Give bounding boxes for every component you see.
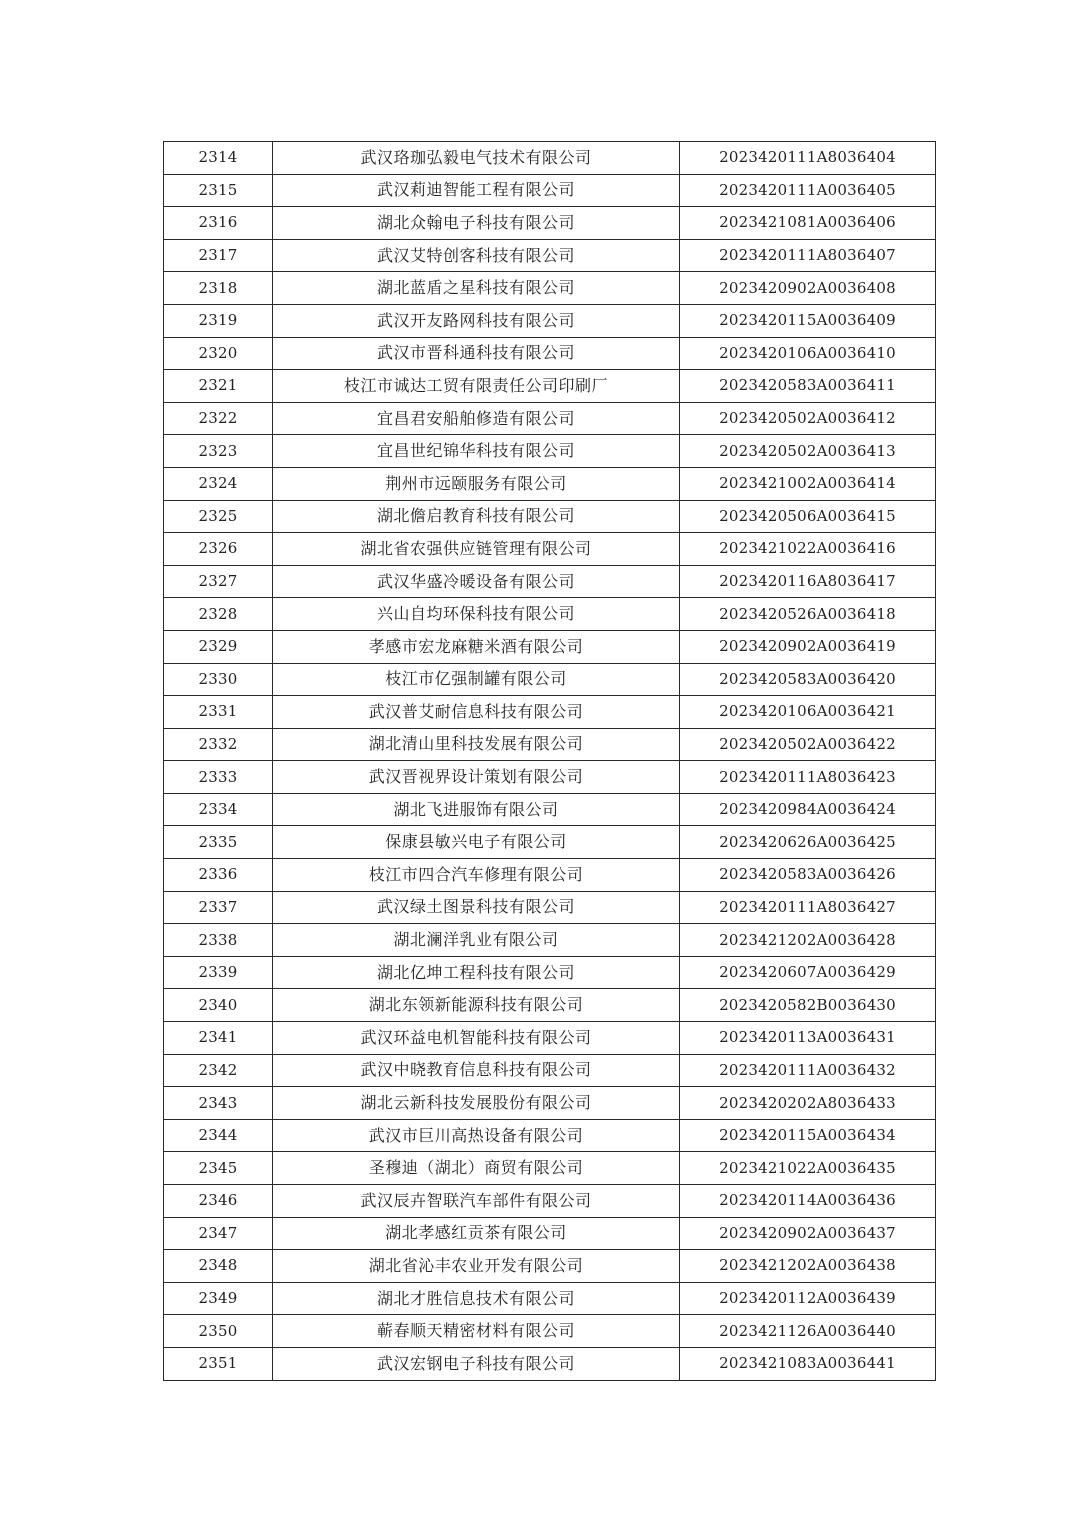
table-row <box>164 370 936 403</box>
registration-code-cell: 2023420115A0036434 <box>680 1119 936 1152</box>
row-number-cell: 2343 <box>164 1087 273 1120</box>
table-row <box>164 793 936 826</box>
table-row <box>164 500 936 533</box>
table-row <box>164 565 936 598</box>
company-name-cell: 武汉珞珈弘毅电气技术有限公司 <box>273 142 680 175</box>
row-number-cell: 2323 <box>164 435 273 468</box>
row-number-cell: 2319 <box>164 304 273 337</box>
row-number-cell: 2314 <box>164 142 273 175</box>
row-number-cell: 2330 <box>164 663 273 696</box>
company-name-cell: 武汉环益电机智能科技有限公司 <box>273 1022 680 1055</box>
row-number-cell: 2324 <box>164 467 273 500</box>
row-number-cell: 2342 <box>164 1054 273 1087</box>
company-name-cell: 武汉华盛冷暖设备有限公司 <box>273 565 680 598</box>
registration-code-cell: 2023421202A0036428 <box>680 924 936 957</box>
table-row <box>164 272 936 305</box>
company-name-cell: 湖北亿坤工程科技有限公司 <box>273 956 680 989</box>
table-row <box>164 1315 936 1348</box>
table-row <box>164 1087 936 1120</box>
company-name-cell: 孝感市宏龙麻糖米酒有限公司 <box>273 630 680 663</box>
registration-code-cell: 2023420984A0036424 <box>680 793 936 826</box>
table-row <box>164 142 936 175</box>
company-name-cell: 宜昌世纪锦华科技有限公司 <box>273 435 680 468</box>
registration-code-cell: 2023420111A0036405 <box>680 174 936 207</box>
registration-code-cell: 2023420502A0036412 <box>680 402 936 435</box>
registration-code-cell: 2023420583A0036426 <box>680 859 936 892</box>
table-row <box>164 1217 936 1250</box>
company-name-cell: 武汉辰卉智联汽车部件有限公司 <box>273 1185 680 1218</box>
row-number-cell: 2338 <box>164 924 273 957</box>
registration-code-cell: 2023420111A8036404 <box>680 142 936 175</box>
row-number-cell: 2332 <box>164 728 273 761</box>
table-row <box>164 402 936 435</box>
table-row <box>164 826 936 859</box>
registration-code-cell: 2023420626A0036425 <box>680 826 936 859</box>
row-number-cell: 2322 <box>164 402 273 435</box>
registration-code-cell: 2023420902A0036437 <box>680 1217 936 1250</box>
registration-code-cell: 2023420607A0036429 <box>680 956 936 989</box>
row-number-cell: 2341 <box>164 1022 273 1055</box>
table-row <box>164 1022 936 1055</box>
registration-code-cell: 2023420116A8036417 <box>680 565 936 598</box>
company-name-cell: 湖北众翰电子科技有限公司 <box>273 207 680 240</box>
row-number-cell: 2347 <box>164 1217 273 1250</box>
company-name-cell: 宜昌君安船舶修造有限公司 <box>273 402 680 435</box>
company-name-cell: 枝江市诚达工贸有限责任公司印刷厂 <box>273 370 680 403</box>
table-row <box>164 1250 936 1283</box>
registration-code-cell: 2023420115A0036409 <box>680 304 936 337</box>
table-row <box>164 174 936 207</box>
company-registry-table <box>163 141 936 1381</box>
table-row <box>164 239 936 272</box>
row-number-cell: 2351 <box>164 1347 273 1380</box>
company-name-cell: 湖北飞进服饰有限公司 <box>273 793 680 826</box>
company-name-cell: 武汉中晓教育信息科技有限公司 <box>273 1054 680 1087</box>
table-row <box>164 1119 936 1152</box>
table-row <box>164 207 936 240</box>
registration-code-cell: 2023420113A0036431 <box>680 1022 936 1055</box>
table-row <box>164 761 936 794</box>
table-row <box>164 989 936 1022</box>
company-name-cell: 武汉市巨川高热设备有限公司 <box>273 1119 680 1152</box>
company-name-cell: 保康县敏兴电子有限公司 <box>273 826 680 859</box>
row-number-cell: 2321 <box>164 370 273 403</box>
row-number-cell: 2320 <box>164 337 273 370</box>
registration-code-cell: 2023420106A0036421 <box>680 696 936 729</box>
table-row <box>164 1152 936 1185</box>
company-name-cell: 湖北省沁丰农业开发有限公司 <box>273 1250 680 1283</box>
table-row <box>164 435 936 468</box>
company-name-cell: 武汉艾特创客科技有限公司 <box>273 239 680 272</box>
row-number-cell: 2316 <box>164 207 273 240</box>
registration-code-cell: 2023421022A0036416 <box>680 533 936 566</box>
company-name-cell: 武汉开友路网科技有限公司 <box>273 304 680 337</box>
row-number-cell: 2339 <box>164 956 273 989</box>
row-number-cell: 2335 <box>164 826 273 859</box>
table-row <box>164 891 936 924</box>
company-name-cell: 武汉普艾耐信息科技有限公司 <box>273 696 680 729</box>
company-name-cell: 湖北云新科技发展股份有限公司 <box>273 1087 680 1120</box>
table-row <box>164 1054 936 1087</box>
table-row <box>164 1185 936 1218</box>
row-number-cell: 2317 <box>164 239 273 272</box>
company-name-cell: 湖北孝感红贡茶有限公司 <box>273 1217 680 1250</box>
table-row <box>164 1347 936 1380</box>
row-number-cell: 2325 <box>164 500 273 533</box>
row-number-cell: 2333 <box>164 761 273 794</box>
company-name-cell: 湖北蓝盾之星科技有限公司 <box>273 272 680 305</box>
table-row <box>164 728 936 761</box>
table-row <box>164 630 936 663</box>
table-row <box>164 1282 936 1315</box>
company-name-cell: 武汉莉迪智能工程有限公司 <box>273 174 680 207</box>
registration-code-cell: 2023421202A0036438 <box>680 1250 936 1283</box>
row-number-cell: 2349 <box>164 1282 273 1315</box>
company-name-cell: 湖北澜洋乳业有限公司 <box>273 924 680 957</box>
registration-code-cell: 2023420506A0036415 <box>680 500 936 533</box>
registration-code-cell: 2023420526A0036418 <box>680 598 936 631</box>
row-number-cell: 2326 <box>164 533 273 566</box>
row-number-cell: 2337 <box>164 891 273 924</box>
company-name-cell: 武汉市晋科通科技有限公司 <box>273 337 680 370</box>
registration-code-cell: 2023421022A0036435 <box>680 1152 936 1185</box>
registration-code-cell: 2023420111A8036407 <box>680 239 936 272</box>
company-name-cell: 湖北省农强供应链管理有限公司 <box>273 533 680 566</box>
table-row <box>164 663 936 696</box>
row-number-cell: 2336 <box>164 859 273 892</box>
company-name-cell: 湖北儋启教育科技有限公司 <box>273 500 680 533</box>
registration-code-cell: 2023420502A0036413 <box>680 435 936 468</box>
registration-code-cell: 2023420111A8036427 <box>680 891 936 924</box>
row-number-cell: 2345 <box>164 1152 273 1185</box>
row-number-cell: 2329 <box>164 630 273 663</box>
row-number-cell: 2344 <box>164 1119 273 1152</box>
row-number-cell: 2328 <box>164 598 273 631</box>
registration-code-cell: 2023420106A0036410 <box>680 337 936 370</box>
table-row <box>164 533 936 566</box>
registration-code-cell: 2023421126A0036440 <box>680 1315 936 1348</box>
row-number-cell: 2315 <box>164 174 273 207</box>
company-name-cell: 湖北清山里科技发展有限公司 <box>273 728 680 761</box>
registration-code-cell: 2023420583A0036411 <box>680 370 936 403</box>
company-name-cell: 湖北才胜信息技术有限公司 <box>273 1282 680 1315</box>
company-name-cell: 湖北东领新能源科技有限公司 <box>273 989 680 1022</box>
registration-code-cell: 2023420111A8036423 <box>680 761 936 794</box>
registration-code-cell: 2023420902A0036419 <box>680 630 936 663</box>
table-row <box>164 467 936 500</box>
table-row <box>164 924 936 957</box>
row-number-cell: 2327 <box>164 565 273 598</box>
table-row <box>164 598 936 631</box>
row-number-cell: 2348 <box>164 1250 273 1283</box>
company-name-cell: 枝江市亿强制罐有限公司 <box>273 663 680 696</box>
table-row <box>164 337 936 370</box>
registration-code-cell: 2023420114A0036436 <box>680 1185 936 1218</box>
row-number-cell: 2350 <box>164 1315 273 1348</box>
row-number-cell: 2318 <box>164 272 273 305</box>
company-name-cell: 蕲春顺天精密材料有限公司 <box>273 1315 680 1348</box>
registration-code-cell: 2023420202A8036433 <box>680 1087 936 1120</box>
company-name-cell: 枝江市四合汽车修理有限公司 <box>273 859 680 892</box>
company-name-cell: 荆州市远颐服务有限公司 <box>273 467 680 500</box>
registration-code-cell: 2023420902A0036408 <box>680 272 936 305</box>
row-number-cell: 2331 <box>164 696 273 729</box>
registration-code-cell: 2023421083A0036441 <box>680 1347 936 1380</box>
company-name-cell: 武汉晋视界设计策划有限公司 <box>273 761 680 794</box>
company-name-cell: 武汉宏钢电子科技有限公司 <box>273 1347 680 1380</box>
table-row <box>164 696 936 729</box>
table-row <box>164 859 936 892</box>
row-number-cell: 2346 <box>164 1185 273 1218</box>
registration-code-cell: 2023420583A0036420 <box>680 663 936 696</box>
table-body <box>164 142 936 1381</box>
row-number-cell: 2334 <box>164 793 273 826</box>
registration-code-cell: 2023421081A0036406 <box>680 207 936 240</box>
table-row <box>164 956 936 989</box>
company-name-cell: 武汉绿土图景科技有限公司 <box>273 891 680 924</box>
row-number-cell: 2340 <box>164 989 273 1022</box>
table-row <box>164 304 936 337</box>
registration-code-cell: 2023420112A0036439 <box>680 1282 936 1315</box>
company-name-cell: 兴山自均环保科技有限公司 <box>273 598 680 631</box>
company-name-cell: 圣穆迪（湖北）商贸有限公司 <box>273 1152 680 1185</box>
registration-code-cell: 2023420502A0036422 <box>680 728 936 761</box>
registration-code-cell: 2023420582B0036430 <box>680 989 936 1022</box>
registration-code-cell: 2023421002A0036414 <box>680 467 936 500</box>
registration-code-cell: 2023420111A0036432 <box>680 1054 936 1087</box>
